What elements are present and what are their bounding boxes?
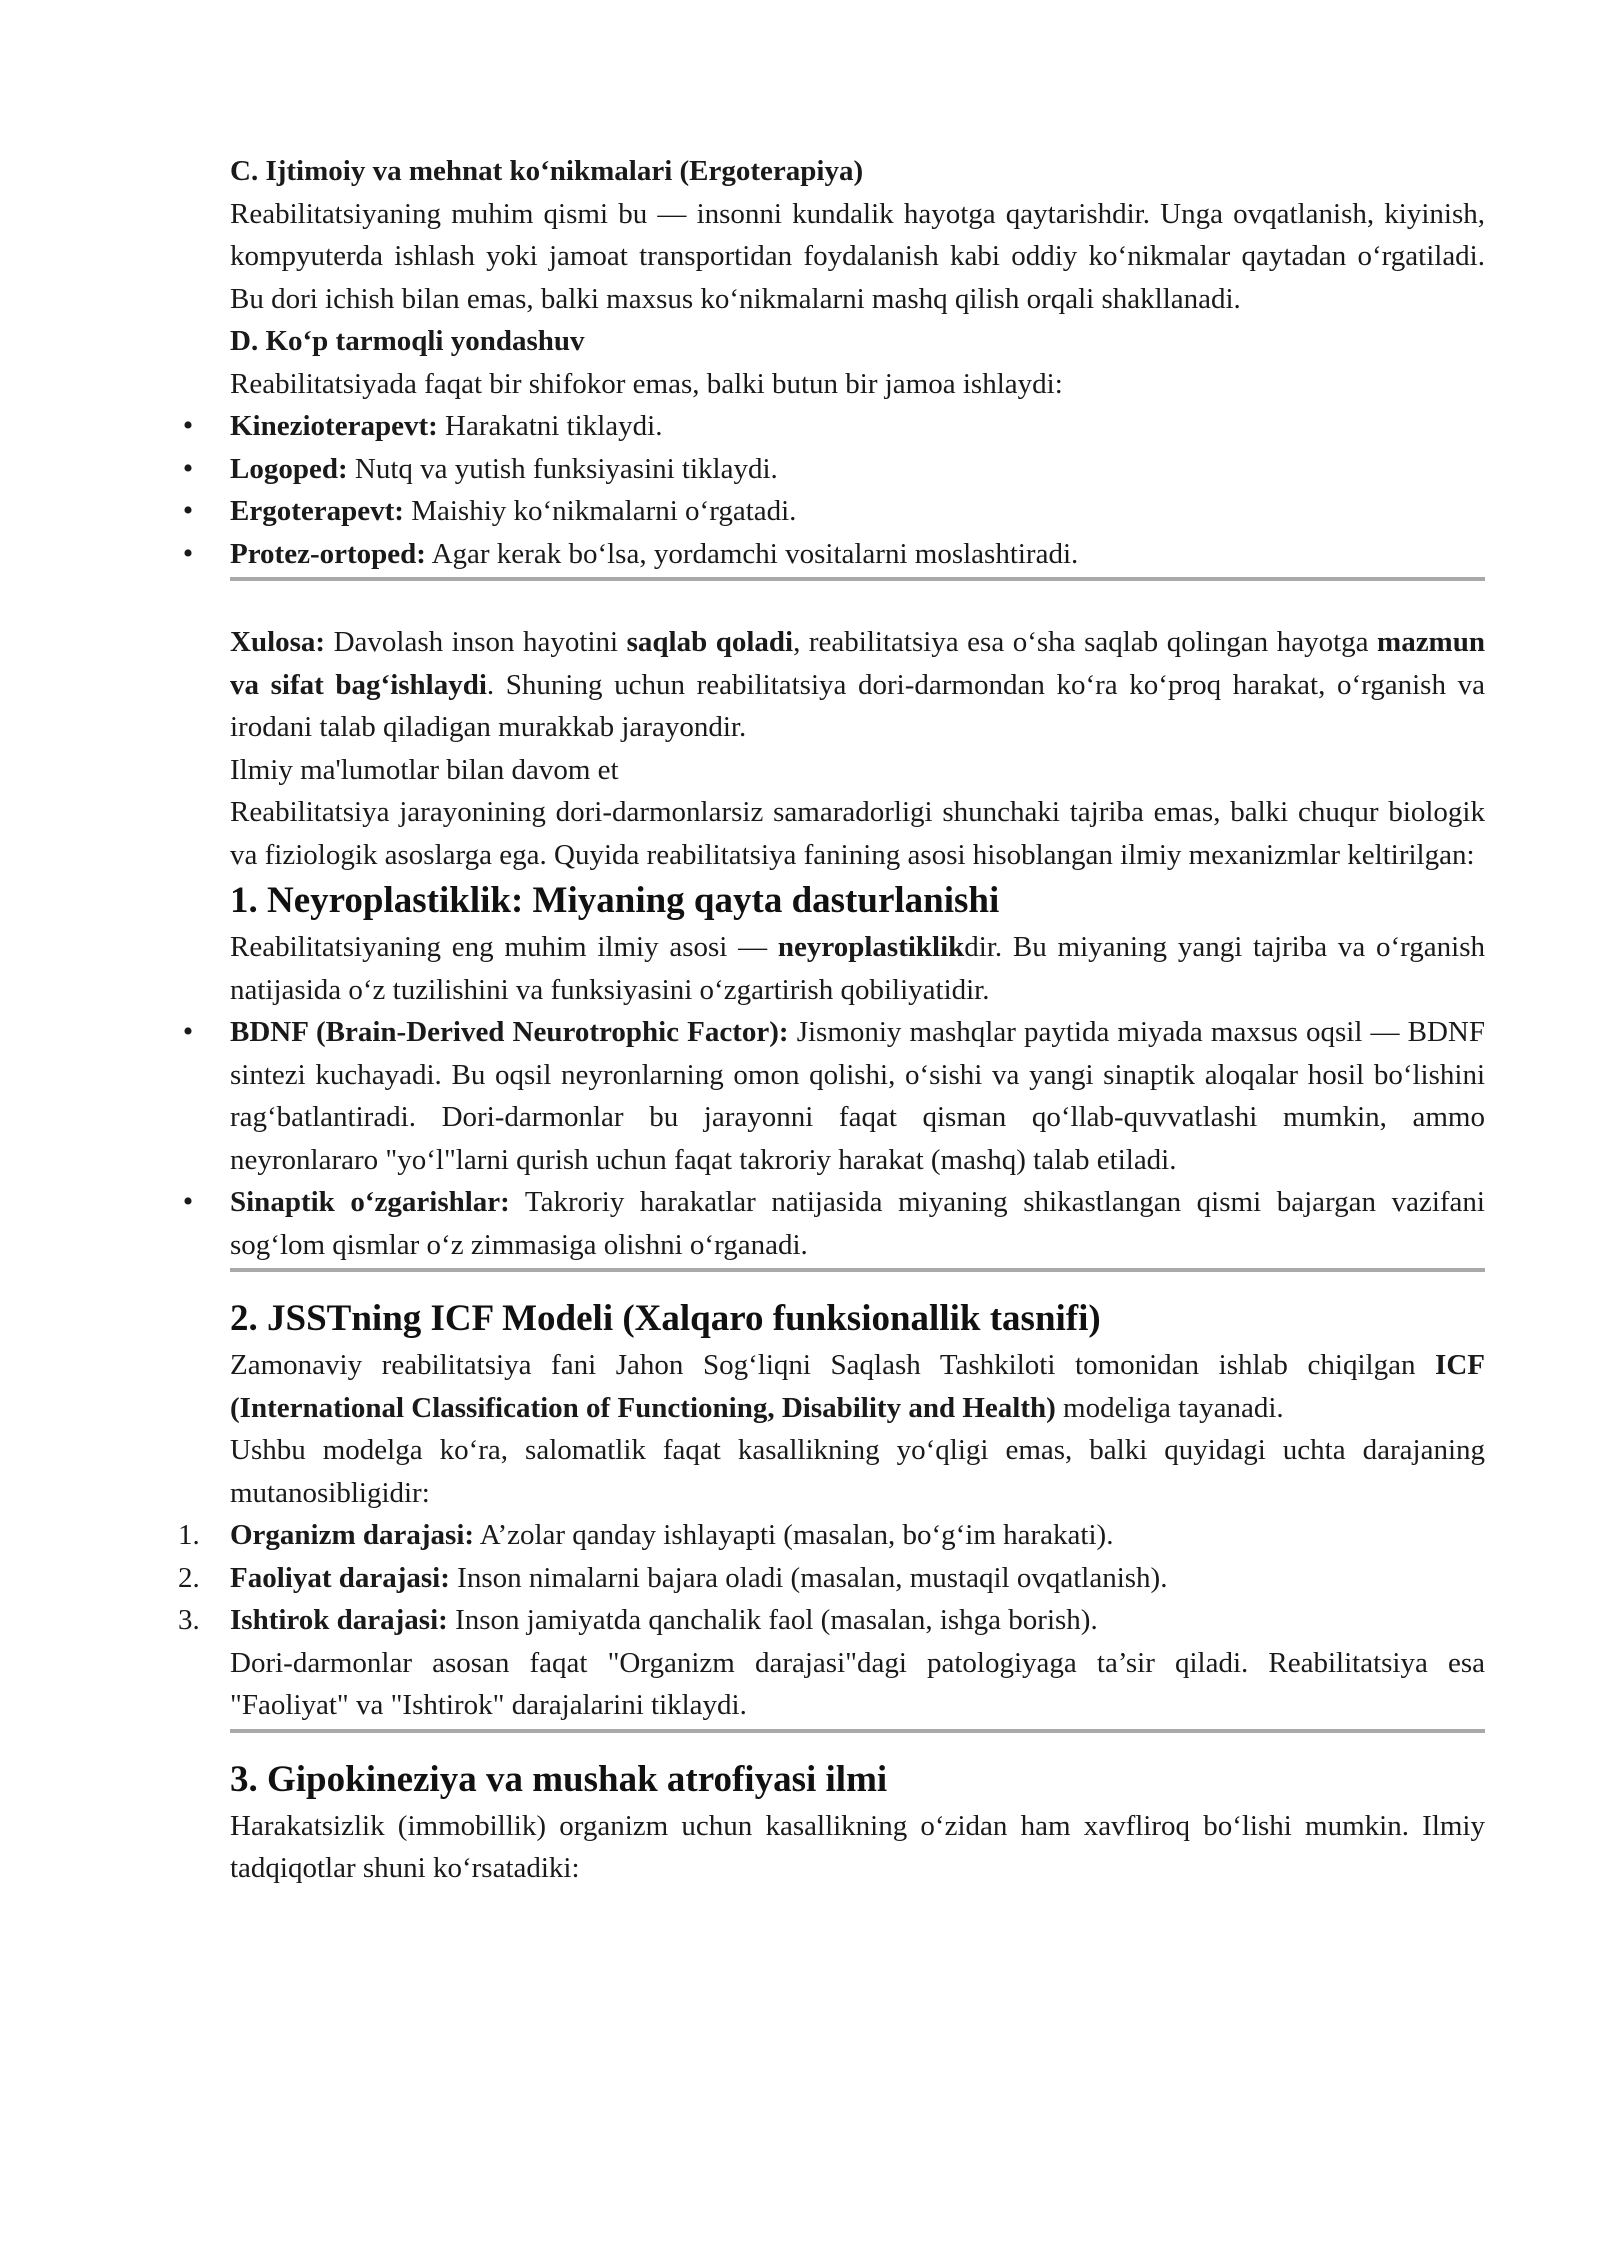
section-3-paragraph: Harakatsizlik (immobillik) organizm uchun kasallikning o‘zidan ham xavfliroq bo‘lishi mumkin. Ilmiy tadqiqotlar shuni ko‘rsatadiki: [230, 1809, 1485, 1884]
list-item: • Logoped: Nutq va yutish funksiyasini tiklaydi. [230, 448, 1485, 491]
list-item: • Ergoterapevt: Maishiy ko‘nikmalarni o‘rgatadi. [230, 490, 1485, 533]
section-c-text: Reabilitatsiyaning muhim qismi bu — insonni kundalik hayotga qaytarishdir. Unga ovqatlanish, kiyinish, kompyuterda ishlash yoki jamoat transportidan foydalanish kabi oddiy ko‘nikmalar qaytadan o‘rgatiladi. Bu dori ichish bilan emas, balki maxsus ko‘nikmalarni mashq qilish orqali shakllanadi. [230, 197, 1485, 315]
section-d-heading: D. Ko‘p tarmoqli yondashuv [230, 325, 585, 357]
bullet-icon: • [182, 494, 194, 527]
section-2-paragraph: Zamonaviy reabilitatsiya fani Jahon Sog‘liqni Saqlash Tashkiloti tomonidan ishlab chiqilgan ICF (International Classification of Functioning, Disability and Health) modeliga tayanadi. [230, 1349, 1485, 1424]
bullet-icon: • [182, 409, 194, 442]
section-2-paragraph-2: Ushbu modelga ko‘ra, salomatlik faqat kasallikning yo‘qligi emas, balki quyidagi uchta darajaning mutanosibligidir: [230, 1434, 1485, 1509]
section-1-paragraph: Reabilitatsiyaning eng muhim ilmiy asosi — neyroplastiklikdir. Bu miyaning yangi tajriba va o‘rganish natijasida o‘z tuzilishini va funksiyasini o‘zgartirish qobiliyatidir. [230, 931, 1485, 1006]
bullet-icon: • [182, 536, 194, 570]
bullet-icon: • [182, 1015, 194, 1048]
list-item: • Protez-ortoped: Agar kerak bo‘lsa, yordamchi vositalarni moslashtiradi. [230, 533, 1485, 576]
mechanisms-intro: Reabilitatsiya jarayonining dori-darmonlarsiz samaradorligi shunchaki tajriba emas, balki chuqur biologik va fiziologik asoslarga ega. Quyida reabilitatsiya fanining asosi hisoblangan ilmiy mexanizmlar keltirilgan: [230, 796, 1485, 871]
section-3-title: 3. Gipokineziya va mushak atrofiyasi ilmi [230, 1758, 888, 1800]
list-item: 3. Ishtirok darajasi: Inson jamiyatda qanchalik faol (masalan, ishga borish). [178, 1604, 1098, 1636]
list-item: 2. Faoliyat darajasi: Inson nimalarni bajara oladi (masalan, mustaqil ovqatlanish). [178, 1561, 1168, 1594]
team-list [182, 405, 1485, 575]
conclusion-paragraph: Xulosa: Davolash inson hayotini saqlab qoladi, reabilitatsiya esa o‘sha saqlab qolingan hayotga mazmun va sifat bag‘ishlaydi. Shuning uchun reabilitatsiya dori-darmondan ko‘ra ko‘proq harakat, o‘rganish va irodani talab qiladigan murakkab jarayondir. [230, 626, 1485, 743]
bullet-icon: • [182, 451, 194, 485]
list-item: 1. Organizm darajasi: A’zolar qanday ishlayapti (masalan, bo‘g‘im harakati). [178, 1519, 1114, 1551]
neuroplasticity-list [182, 1011, 1486, 1266]
section-1-title: 1. Neyroplastiklik: Miyaning qayta dasturlanishi [230, 880, 1000, 921]
list-item: • Kinezioterapevt: Harakatni tiklaydi. [230, 405, 1485, 448]
section-d-intro: Reabilitatsiyada faqat bir shifokor emas, balki butun bir jamoa ishlaydi: [230, 367, 1063, 400]
section-2-paragraph-3: Dori-darmonlar asosan faqat "Organizm darajasi"dagi patologiyaga ta’sir qiladi. Reabilitatsiya esa "Faoliyat" va "Ishtirok" darajalarini tiklaydi. [230, 1646, 1485, 1721]
continue-line: Ilmiy ma'lumotlar bilan davom et [230, 753, 619, 786]
section-2-title: 2. JSSTning ICF Modeli (Xalqaro funksionallik tasnifi) [230, 1298, 1101, 1339]
section-c-heading: C. Ijtimoiy va mehnat ko‘nikmalari (Ergoterapiya) [230, 155, 864, 187]
list-item: • BDNF (Brain-Derived Neurotrophic Factor): Jismoniy mashqlar paytida miyada maxsus oqsil — BDNF sintezi kuchayadi. Bu oqsil neyronlarning omon qolishi, o‘sishi va yangi sinaptik aloqalar hosil bo‘lishini rag‘batlantiradi. Dori-darmonlar bu jarayonni faqat qisman qo‘llab-quvvatlashi mumkin, ammo neyronlararo "yo‘l"larni qurish uchun faqat takroriy harakat (mashq) talab etiladi. [230, 1011, 1485, 1181]
icf-levels-list [178, 1514, 1485, 1642]
bullet-icon: • [182, 1185, 194, 1218]
list-item: • Sinaptik o‘zgarishlar: Takroriy harakatlar natijasida miyaning shikastlangan qismi bajargan vazifani sog‘lom qismlar o‘z zimmasiga olishni o‘rganadi. [230, 1181, 1485, 1266]
